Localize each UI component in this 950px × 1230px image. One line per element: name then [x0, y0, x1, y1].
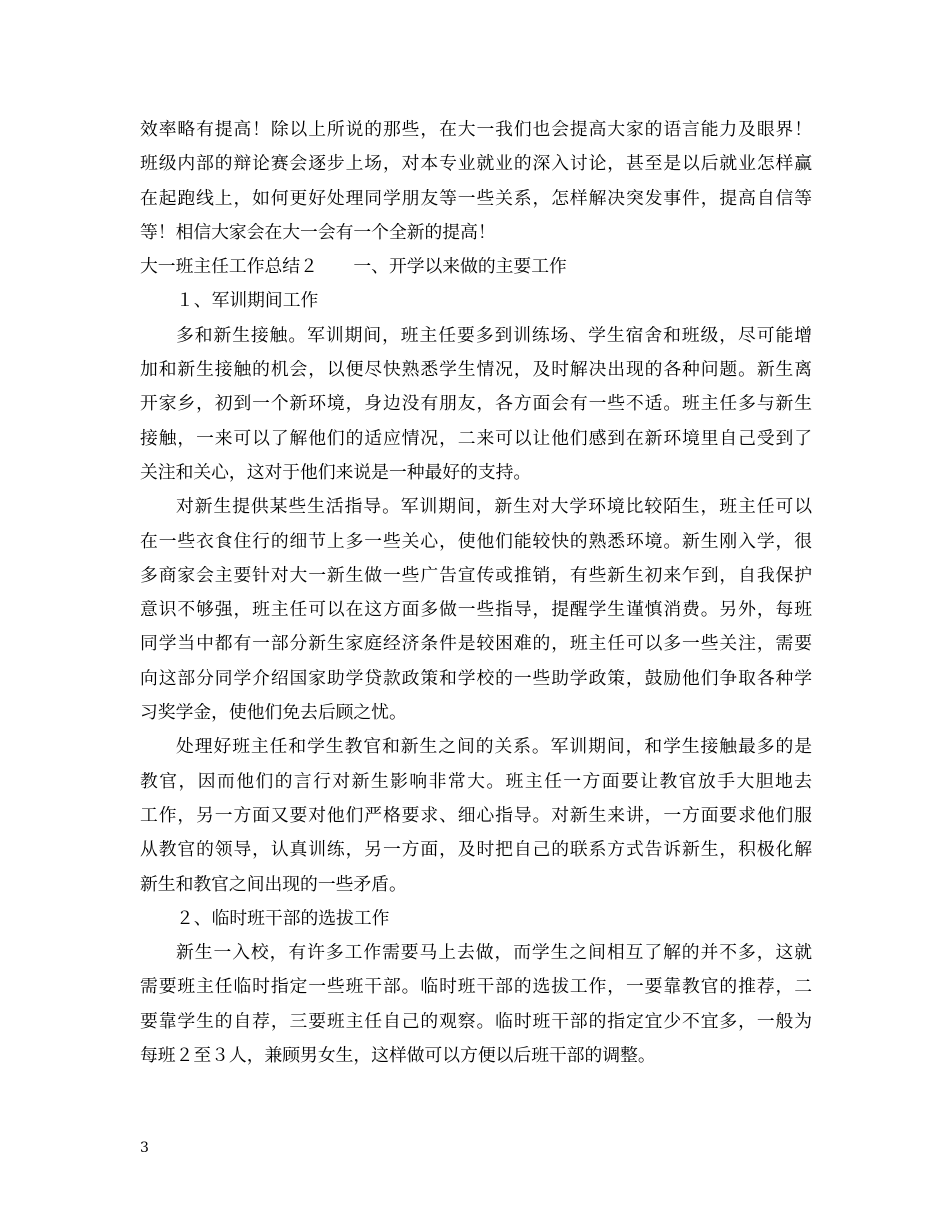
text-line: 工作，另一方面又要对他们严格要求、细心指导。对新生来讲，一方面要求他们服	[140, 804, 812, 826]
text-line: 等！相信大家会在大一会有一个全新的提高！	[140, 221, 496, 243]
page-number: 3	[140, 1140, 149, 1156]
text-line: 加和新生接触的机会，以便尽快熟悉学生情况，及时解决出现的各种问题。新生离	[140, 359, 812, 381]
text-line: 接触，一来可以了解他们的适应情况，二来可以让他们感到在新环境里自己受到了	[140, 427, 812, 449]
subsection-heading: １、军训期间工作	[176, 290, 319, 312]
paragraph-first-line: 新生一入校，有许多工作需要马上去做，而学生之间相互了解的并不多，这就	[176, 942, 812, 964]
section-heading: 大一班主任工作总结２ 一、开学以来做的主要工作	[140, 256, 567, 278]
text-line: 从教官的领导，认真训练，另一方面，及时把自己的联系方式告诉新生，积极化解	[140, 839, 812, 861]
text-line: 多商家会主要针对大一新生做一些广告宣传或推销，有些新生初来乍到，自我保护	[140, 564, 812, 586]
paragraph-first-line: 对新生提供某些生活指导。军训期间，新生对大学环境比较陌生，班主任可以	[176, 496, 812, 518]
text-line: 习奖学金，使他们免去后顾之忧。	[140, 702, 407, 724]
text-line: 向这部分同学介绍国家助学贷款政策和学校的一些助学政策，鼓励他们争取各种学	[140, 667, 812, 689]
paragraph-first-line: 多和新生接触。军训期间，班主任要多到训练场、学生宿舍和班级，尽可能增	[176, 324, 812, 346]
text-line: 开家乡，初到一个新环境，身边没有朋友，各方面会有一些不适。班主任多与新生	[140, 393, 812, 415]
text-line: 教官，因而他们的言行对新生影响非常大。班主任一方面要让教官放手大胆地去	[140, 770, 812, 792]
text-line: 关注和关心，这对于他们来说是一种最好的支持。	[140, 461, 532, 483]
text-line: 新生和教官之间出现的一些矛盾。	[140, 873, 407, 895]
text-line: 同学当中都有一部分新生家庭经济条件是较困难的，班主任可以多一些关注，需要	[140, 633, 812, 655]
paragraph-first-line: 处理好班主任和学生教官和新生之间的关系。军训期间，和学生接触最多的是	[176, 736, 812, 758]
text-line: 意识不够强，班主任可以在这方面多做一些指导，提醒学生谨慎消费。另外，每班	[140, 599, 812, 621]
text-line: 要靠学生的自荐，三要班主任自己的观察。临时班干部的指定宜少不宜多，一般为	[140, 1010, 812, 1032]
text-line: 效率略有提高！除以上所说的那些，在大一我们也会提高大家的语言能力及眼界！	[140, 119, 812, 140]
text-line: 需要班主任临时指定一些班干部。临时班干部的选拔工作，一要靠教官的推荐，二	[140, 976, 812, 998]
text-line: 在起跑线上，如何更好处理同学朋友等一些关系，怎样解决突发事件，提高自信等	[140, 187, 812, 209]
document-body	[140, 113, 812, 1073]
text-line: 在一些衣食住行的细节上多一些关心，使他们能较快的熟悉环境。新生刚入学，很	[140, 530, 812, 552]
text-line: 班级内部的辩论赛会逐步上场，对本专业就业的深入讨论，甚至是以后就业怎样赢	[140, 153, 812, 175]
subsection-heading: ２、临时班干部的选拔工作	[176, 907, 390, 929]
text-line: 每班２至３人，兼顾男女生，这样做可以方便以后班干部的调整。	[140, 1045, 656, 1067]
